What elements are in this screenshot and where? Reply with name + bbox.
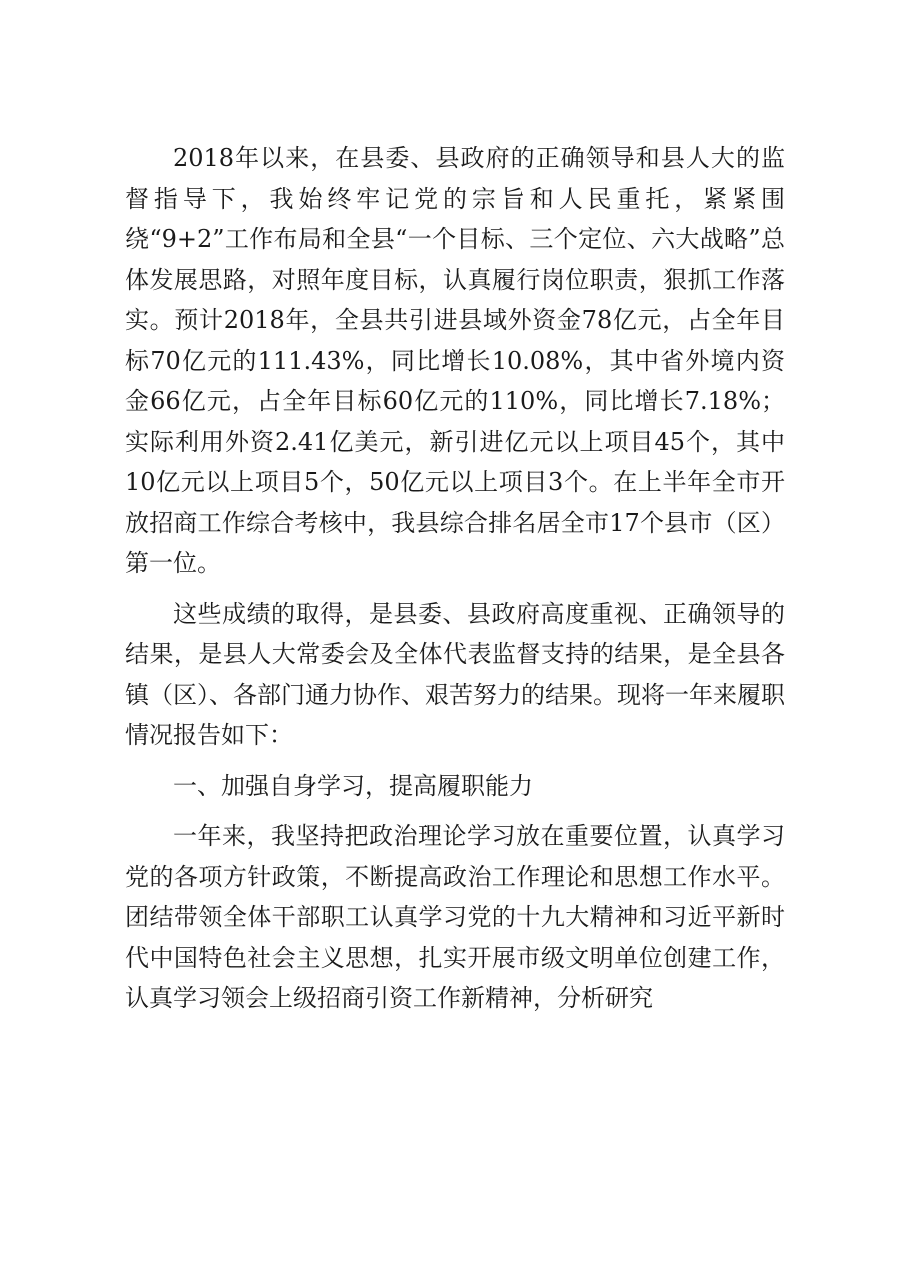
paragraph-achievements: 这些成绩的取得，是县委、县政府高度重视、正确领导的结果，是县人大常委会及全体代表监督支持的结果，是全县各镇（区）、各部门通力协作、艰苦努力的结果。现将一年来履职情况报告如下： (125, 599, 785, 749)
section-heading-1: 一、加强自身学习，提高履职能力 (173, 771, 533, 800)
paragraph-study: 一年来，我坚持把政治理论学习放在重要位置，认真学习党的各项方针政策，不断提高政治工作理论和思想工作水平。团结带领全体干部职工认真学习党的十九大精神和习近平新时代中国特色社会主义思想，扎实开展市级文明单位创建工作，认真学习领会上级招商引资工作新精神，分析研究 (125, 822, 785, 1012)
document-body (125, 138, 785, 1029)
paragraph-intro-summary: 2018年以来，在县委、县政府的正确领导和县人大的监督指导下，我始终牢记党的宗旨和人民重托，紧紧围绕“9+2”工作布局和全县“一个目标、三个定位、六大战略”总体发展思路，对照年度目标，认真履行岗位职责，狠抓工作落实。预计2018年，全县共引进县域外资金78亿元，占全年目标70亿元的111.43%，同比增长10.08%，其中省外境内资金66亿元，占全年目标60亿元的110%，同比增长7.18%；实际利用外资2.41亿美元，新引进亿元以上项目45个，其中10亿元以上项目5个，50亿元以上项目3个。在上半年全市开放招商工作综合考核中，我县综合排名居全市17个县市（区）第一位。 (125, 144, 785, 577)
